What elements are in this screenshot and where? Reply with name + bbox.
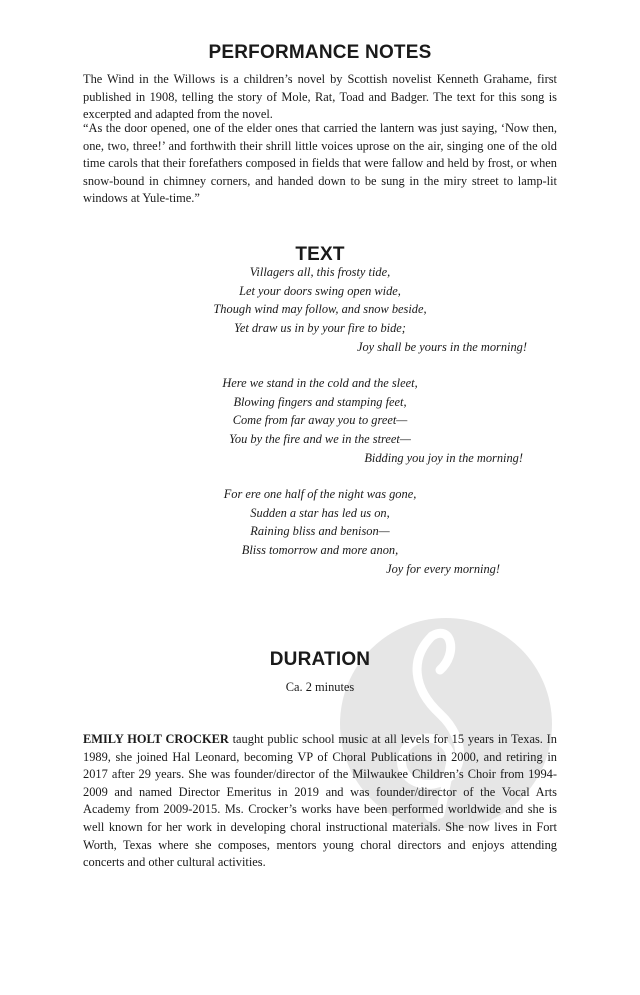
stanza-2: [83, 374, 557, 468]
verse-line: Here we stand in the cold and the sleet,: [222, 376, 418, 390]
performance-notes-heading: PERFORMANCE NOTES: [208, 42, 432, 63]
verse-line: For ere one half of the night was gone,: [223, 487, 417, 501]
text-heading: TEXT: [295, 244, 345, 265]
duration-heading: DURATION: [269, 649, 371, 670]
verse-line: Raining bliss and benison—: [250, 524, 390, 539]
verse-line: Though wind may follow, and snow beside,: [213, 302, 427, 317]
verse-line: Blowing fingers and stamping feet,: [233, 394, 407, 409]
composer-bio-text: taught public school music at all levels for 15 years in Texas. In 1989, she joined Hal Leonard, becoming VP of Choral Publications in 2000, and retiring in 2017 after 29 years. She was founder/director of the Milwaukee Children’s Choir from 1994-2009 and named Director Emeritus in 2019 and was founder/director of the Vocal Arts Academy from 2009-2015. Ms. Crocker’s works have been performed worldwide and she is well known for her work in developing choral instructional materials. She now lives in Fort Worth, Texas where she composes, mentors young choral directors and enjoys attending concerts and other cultural activities.: [83, 732, 557, 870]
notes-paragraph-2: “As the door opened, one of the elder ones that carried the lantern was just saying, ‘Now then, one, two, three!’ and forthwith their shrill little voices uprose on the air, singing one of the old time carols that their forefathers composed in fields that were fallow and held by frost, or when snow-bound in chimney corners, and handed down to be sung in the miry street to lamp-lit windows at Yule-time.”: [83, 121, 557, 206]
duration-value: Ca. 2 minutes: [285, 680, 355, 694]
verse-refrain-line: Bidding you joy in the morning!: [364, 450, 523, 465]
verse-line: Bliss tomorrow and more anon,: [241, 543, 399, 558]
notes-paragraph-1: The Wind in the Willows is a children’s novel by Scottish novelist Kenneth Grahame, first published in 1908, telling the story of Mole, Rat, Toad and Badger. The text for this song is excerpted and adapted from the novel.: [83, 72, 557, 122]
verse-line: Yet draw us in by your fire to bide;: [234, 321, 406, 336]
verse-line: Sudden a star has led us on,: [250, 505, 390, 520]
composer-bio: [83, 731, 557, 872]
stanza-3: [83, 485, 557, 579]
verse-line: Let your doors swing open wide,: [239, 283, 401, 298]
stanza-1: [83, 263, 557, 357]
verse-line: Come from far away you to greet—: [232, 413, 408, 428]
verse-refrain-line: Joy shall be yours in the morning!: [356, 339, 527, 354]
verse-line: You by the fire and we in the street—: [229, 432, 411, 447]
verse-line: Villagers all, this frosty tide,: [249, 265, 391, 279]
composer-name: EMILY HOLT CROCKER: [83, 732, 229, 746]
verse-refrain-line: Joy for every morning!: [386, 561, 500, 576]
